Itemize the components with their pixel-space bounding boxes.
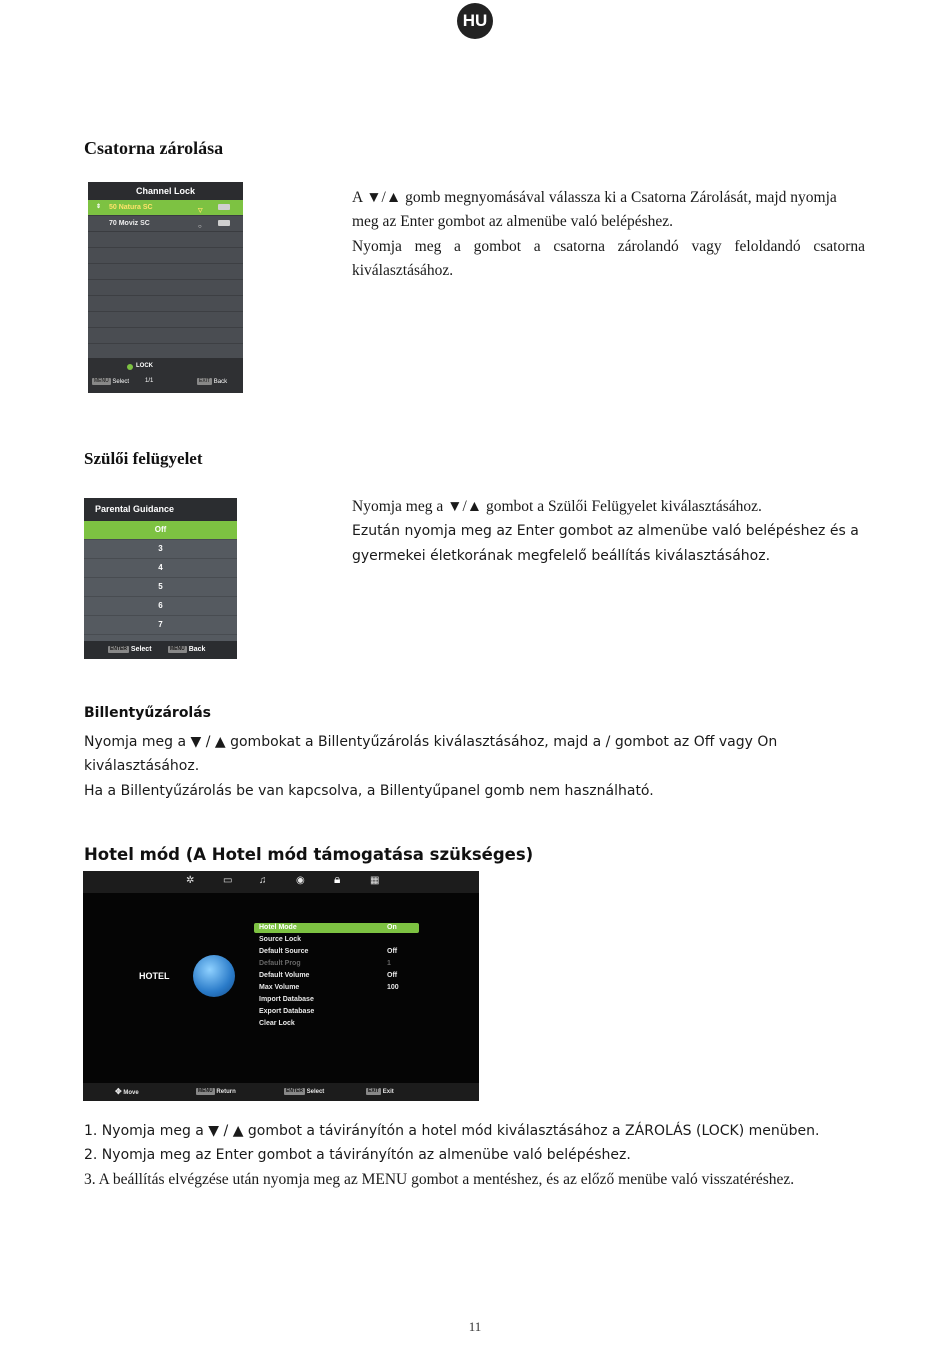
- paragraph: A ▼/▲ gomb megnyomásával válassza ki a Csatorna Zárolását, majd nyomja meg az Enter gombot az almenübe való belépéshez.: [352, 189, 837, 231]
- item-label: Import Database: [259, 996, 314, 1003]
- hotel-menu-item[interactable]: [254, 995, 419, 1005]
- item-value: 1: [387, 960, 391, 967]
- parental-text: [352, 495, 872, 568]
- hotel-menu-item[interactable]: [254, 947, 419, 957]
- exit-key-icon: EXIT: [199, 378, 211, 384]
- item-label: Max Volume: [259, 984, 300, 991]
- age-option[interactable]: Off: [84, 521, 237, 540]
- keylock-text: [84, 730, 814, 803]
- channel-row[interactable]: [88, 200, 243, 216]
- parental-guidance-screen: [84, 498, 237, 659]
- lock-icon: ○: [198, 224, 202, 230]
- channel-row[interactable]: [88, 216, 243, 232]
- exit-key-icon: EXIT: [368, 1087, 380, 1094]
- channel-name: 50 Natura SC: [109, 204, 153, 211]
- language-badge: HU: [457, 3, 493, 39]
- back-hint: [168, 641, 205, 659]
- step: 2. Nyomja meg az Enter gombot a távirányítón az almenübe való belépéshez.: [84, 1147, 631, 1164]
- menu-key-icon: MENU: [94, 378, 109, 384]
- lock-legend: LOCK: [136, 363, 153, 369]
- back-label: Back: [188, 646, 206, 653]
- channel-lock-title: Channel Lock: [88, 182, 243, 200]
- channel-lock-screen: [88, 182, 243, 393]
- back-label: Back: [213, 379, 228, 386]
- lock-icon: ▽: [198, 208, 203, 214]
- page-indicator: 1/1: [145, 378, 154, 384]
- return-label: Return: [216, 1089, 236, 1095]
- exit-hint: [366, 1083, 394, 1101]
- move-label: Move: [123, 1090, 139, 1096]
- select-label: Select: [112, 379, 130, 386]
- picture-settings-icon[interactable]: ✲: [186, 875, 195, 886]
- item-value: 100: [387, 984, 399, 991]
- enter-key-icon: ENTER: [286, 1087, 303, 1094]
- hotel-mode-screen: [83, 871, 479, 1101]
- empty-row: [88, 264, 243, 280]
- hotel-heading: Hotel mód (A Hotel mód támogatása szükséges): [84, 845, 534, 864]
- item-label: Export Database: [259, 1008, 315, 1015]
- back-hint: [197, 378, 227, 385]
- age-option[interactable]: 3: [84, 540, 237, 559]
- paragraph: Ezután nyomja meg az Enter gombot az almenübe való belépéshez és a gyermekei életkorának megfelelő beállítás kiválasztásához.: [352, 523, 859, 564]
- parental-heading: Szülői felügyelet: [84, 449, 203, 468]
- age-option[interactable]: 7: [84, 616, 237, 635]
- empty-row: [88, 232, 243, 248]
- select-hint: [108, 641, 152, 659]
- empty-row: [88, 248, 243, 264]
- select-label: Select: [306, 1089, 325, 1095]
- item-label: Clear Lock: [259, 1020, 295, 1027]
- channel-lock-footer: [88, 358, 243, 393]
- hotel-menu-item[interactable]: [254, 1019, 419, 1029]
- item-label: Default Prog: [259, 960, 301, 967]
- exit-label: Exit: [382, 1089, 394, 1095]
- hotel-menu-item[interactable]: [254, 971, 419, 981]
- move-hint: [115, 1083, 139, 1101]
- hotel-menu-item[interactable]: [254, 935, 419, 945]
- time-icon[interactable]: ◉: [296, 875, 305, 886]
- screen-icon[interactable]: ▭: [223, 875, 233, 886]
- channel-name: 70 Moviz SC: [109, 220, 150, 227]
- hotel-menu-item[interactable]: [254, 959, 419, 969]
- updown-icon: ⇕: [96, 204, 102, 210]
- paragraph: Nyomja meg a ▼ / ▲ gombokat a Billentyűzárolás kiválasztásához, majd a / gombot az Off vagy On kiválasztásához.: [84, 734, 778, 775]
- age-option[interactable]: 5: [84, 578, 237, 597]
- item-label: Hotel Mode: [259, 924, 297, 931]
- item-value: Off: [387, 972, 398, 979]
- item-label: Source Lock: [259, 936, 302, 943]
- return-hint: [196, 1083, 236, 1101]
- menu-key-icon: MENU: [170, 645, 185, 652]
- paragraph: Nyomja meg a ▼/▲ gombot a Szülői Felügyelet kiválasztásához.: [352, 498, 762, 515]
- keylock-heading: Billentyűzárolás: [84, 705, 212, 721]
- hotel-menu-item[interactable]: [254, 983, 419, 993]
- apps-icon[interactable]: ▦: [370, 875, 380, 886]
- parental-title: Parental Guidance: [84, 498, 237, 521]
- lock-globe-icon: [193, 955, 235, 997]
- item-label: Default Source: [259, 948, 309, 955]
- hotel-label: HOTEL: [139, 971, 170, 981]
- item-value: On: [387, 924, 397, 931]
- menu-tab-bar: [83, 871, 479, 893]
- parental-footer: [84, 641, 237, 659]
- green-dot-icon: [127, 364, 133, 370]
- hotel-menu-item[interactable]: [254, 1007, 419, 1017]
- page-number: 11: [468, 1319, 482, 1334]
- tv-icon: [218, 204, 230, 210]
- select-label: Select: [130, 646, 152, 653]
- channel-lock-heading: Csatorna zárolása: [84, 138, 224, 158]
- age-option[interactable]: 4: [84, 559, 237, 578]
- hotel-menu-item[interactable]: [254, 923, 419, 933]
- select-hint: [284, 1083, 324, 1101]
- empty-row: [88, 328, 243, 344]
- sound-icon[interactable]: ♫: [259, 875, 267, 886]
- lock-icon[interactable]: 🔒︎: [334, 872, 341, 886]
- menu-key-icon: MENU: [198, 1087, 213, 1094]
- dpad-icon: ✥: [115, 1087, 122, 1096]
- item-value: Off: [387, 948, 398, 955]
- step: 1. Nyomja meg a ▼ / ▲ gombot a távirányítón a hotel mód kiválasztásához a ZÁROLÁS (LOCK) menüben.: [84, 1123, 820, 1139]
- hotel-steps: [84, 1119, 884, 1192]
- tv-icon: [218, 220, 230, 226]
- step: 3. A beállítás elvégzése után nyomja meg az MENU gombot a mentéshez, és az előző menübe való visszatéréshez.: [84, 1170, 795, 1188]
- age-option[interactable]: 6: [84, 597, 237, 616]
- paragraph: Ha a Billentyűzárolás be van kapcsolva, a Billentyűpanel gomb nem használható.: [84, 782, 654, 799]
- item-label: Default Volume: [259, 972, 310, 979]
- select-hint: [92, 378, 129, 385]
- paragraph: Nyomja meg a gombot a csatorna zárolandó vagy feloldandó csatorna kiválasztásához.: [352, 237, 865, 279]
- empty-row: [88, 296, 243, 312]
- empty-row: [88, 280, 243, 296]
- enter-key-icon: ENTER: [110, 645, 127, 652]
- empty-row: [88, 312, 243, 328]
- channel-lock-text: [352, 186, 865, 283]
- hotel-footer: [83, 1083, 479, 1101]
